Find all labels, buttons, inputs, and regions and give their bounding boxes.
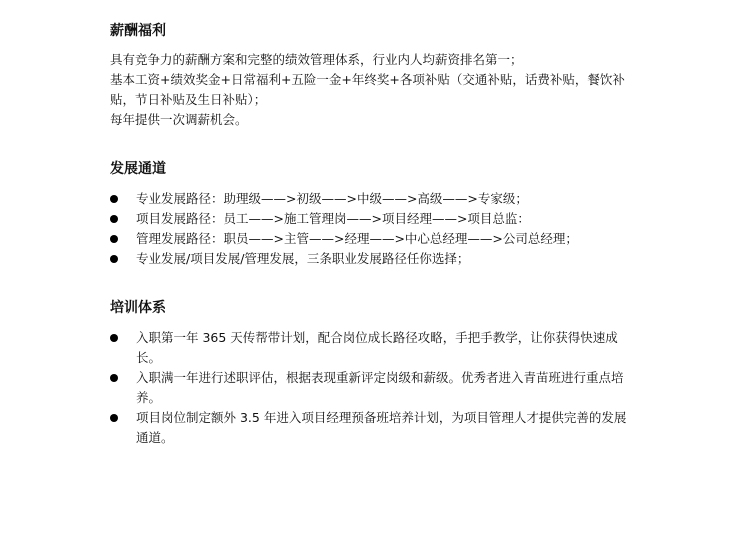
career-path-list: [110, 189, 635, 269]
bullet-dot-icon: [110, 255, 118, 263]
training-list: [110, 328, 635, 448]
bullet-dot-icon: [110, 235, 118, 243]
bullet-dot-icon: [110, 215, 118, 223]
list-item: 入职满一年进行述职评估，根据表现重新评定岗级和薪级。优秀者进入青苗班进行重点培养。: [110, 368, 635, 408]
training-section-title: 培训体系: [110, 300, 166, 316]
salary-section-body: [110, 50, 635, 130]
salary-line-3: 每年提供一次调薪机会。: [110, 112, 248, 127]
career-section-title: 发展通道: [110, 161, 166, 177]
salary-line-2: 基本工资+绩效奖金+日常福利+五险一金+年终奖+各项补贴（交通补贴，话费补贴，餐饮补贴，节日补贴及生日补贴）；: [110, 72, 625, 107]
bullet-dot-icon: [110, 334, 118, 342]
bullet-dot-icon: [110, 414, 118, 422]
list-item: 专业发展路径：助理级——>初级——>中级——>高级——>专家级；: [110, 189, 635, 209]
list-item: 专业发展/项目发展/管理发展，三条职业发展路径任你选择；: [110, 249, 635, 269]
list-item: 项目发展路径：员工——>施工管理岗——>项目经理——>项目总监：: [110, 209, 635, 229]
list-item: 项目岗位制定额外 3.5 年进入项目经理预备班培养计划，为项目管理人才提供完善的发展通道。: [110, 408, 635, 448]
bullet-dot-icon: [110, 195, 118, 203]
bullet-dot-icon: [110, 374, 118, 382]
salary-section-title: 薪酬福利: [110, 23, 166, 39]
list-item: 管理发展路径：职员——>主管——>经理——>中心总经理——>公司总经理；: [110, 229, 635, 249]
list-item: 入职第一年 365 天传帮带计划，配合岗位成长路径攻略，手把手教学，让你获得快速成长。: [110, 328, 635, 368]
salary-line-1: 具有竞争力的薪酬方案和完整的绩效管理体系，行业内人均薪资排名第一；: [110, 52, 523, 67]
